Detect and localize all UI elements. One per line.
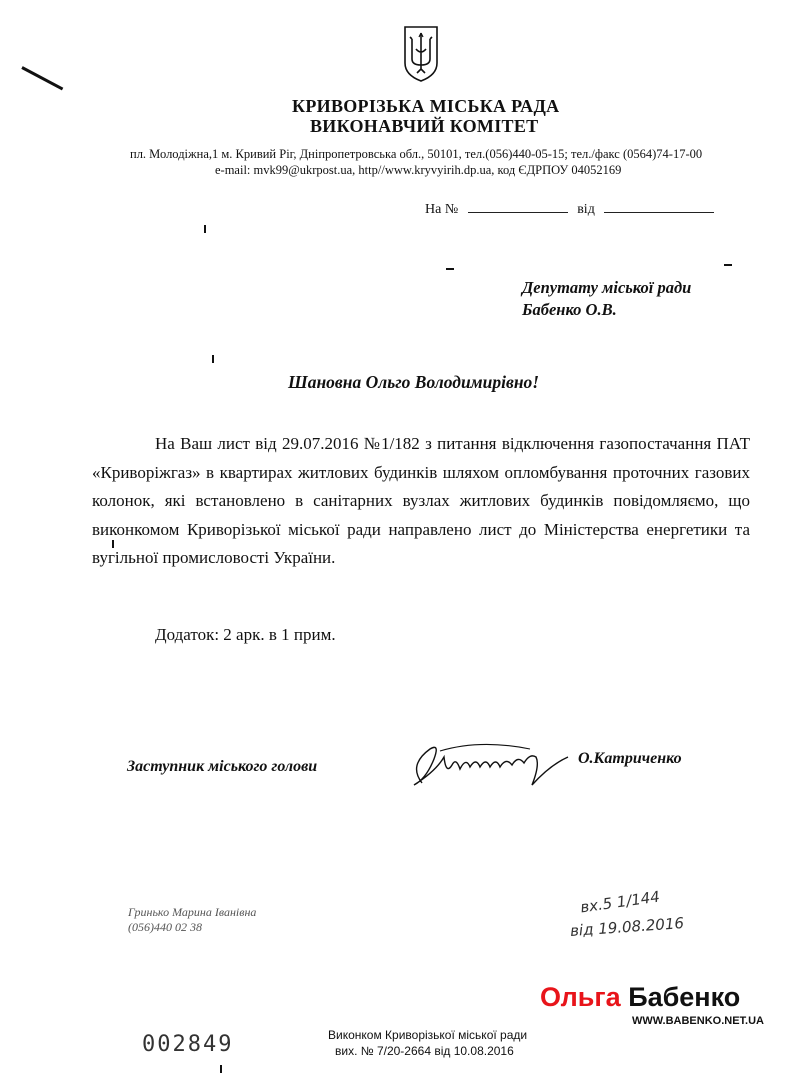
letter-paragraph: На Ваш лист від 29.07.2016 №1/182 з питання відключення газопостачання ПАТ «Криворіжгаз» в квартирах житлових будинків шляхом опломбування проточних газових колонок, які встановлено в санітарних вузлах житлових будинків повідомляємо, що виконкомом Криворізької міської ради направлено лист до Міністерства енергетики та вугільної промисловості України.	[92, 434, 750, 567]
recipient-name: Бабенко О.В.	[522, 300, 617, 319]
letter-body	[92, 430, 750, 573]
executor-name: Гринько Марина Іванівна	[128, 905, 257, 919]
scan-mark	[212, 355, 214, 363]
brand-last-name: Бабенко	[628, 982, 741, 1012]
outgoing-stamp-org: Виконком Криворізької міської ради	[328, 1028, 528, 1042]
reference-date-blank	[604, 200, 714, 213]
signer-name: О.Катриченко	[578, 750, 682, 767]
scan-mark	[220, 1065, 222, 1073]
executor-phone: (056)440 02 38	[128, 920, 202, 934]
signer-title: Заступник міського голови	[127, 758, 318, 775]
organization-address: пл. Молодіжна,1 м. Кривий Ріг, Дніпропетровська обл., 50101, тел.(056)440-05-15; тел./факс (0564)74-17-00	[130, 147, 703, 161]
greeting: Шановна Ольго Володимирівно!	[288, 372, 540, 392]
reference-number-label: На №	[425, 202, 459, 217]
reference-line	[425, 200, 714, 218]
handwritten-incoming-date: від 19.08.2016	[569, 914, 685, 940]
organization-department: ВИКОНАВЧИЙ КОМІТЕТ	[310, 116, 539, 136]
reference-date-label: від	[577, 202, 595, 217]
scan-mark-diagonal	[21, 66, 63, 90]
handwritten-incoming-number: вх.5 1/144	[579, 887, 661, 917]
scan-mark	[446, 268, 454, 270]
document-number: 002849	[142, 1032, 234, 1057]
coat-of-arms-icon	[403, 25, 439, 83]
scan-mark	[724, 264, 732, 266]
brand-first-name: Ольга	[540, 982, 621, 1012]
scan-mark	[204, 225, 206, 233]
organization-name: КРИВОРІЗЬКА МІСЬКА РАДА	[292, 96, 560, 116]
outgoing-stamp-number: вих. № 7/20-2664 від 10.08.2016	[335, 1044, 514, 1058]
brand-logo	[540, 982, 740, 1013]
handwritten-signature	[400, 735, 575, 795]
brand-url: WWW.BABENKO.NET.UA	[632, 1015, 764, 1027]
attachment-note: Додаток: 2 арк. в 1 прим.	[155, 625, 336, 644]
organization-contacts: e-mail: mvk99@ukrpost.ua, http//www.kryvyirih.dp.ua, код ЄДРПОУ 04052169	[215, 163, 622, 177]
recipient-position: Депутату міської ради	[522, 278, 692, 297]
reference-number-blank	[468, 200, 568, 213]
